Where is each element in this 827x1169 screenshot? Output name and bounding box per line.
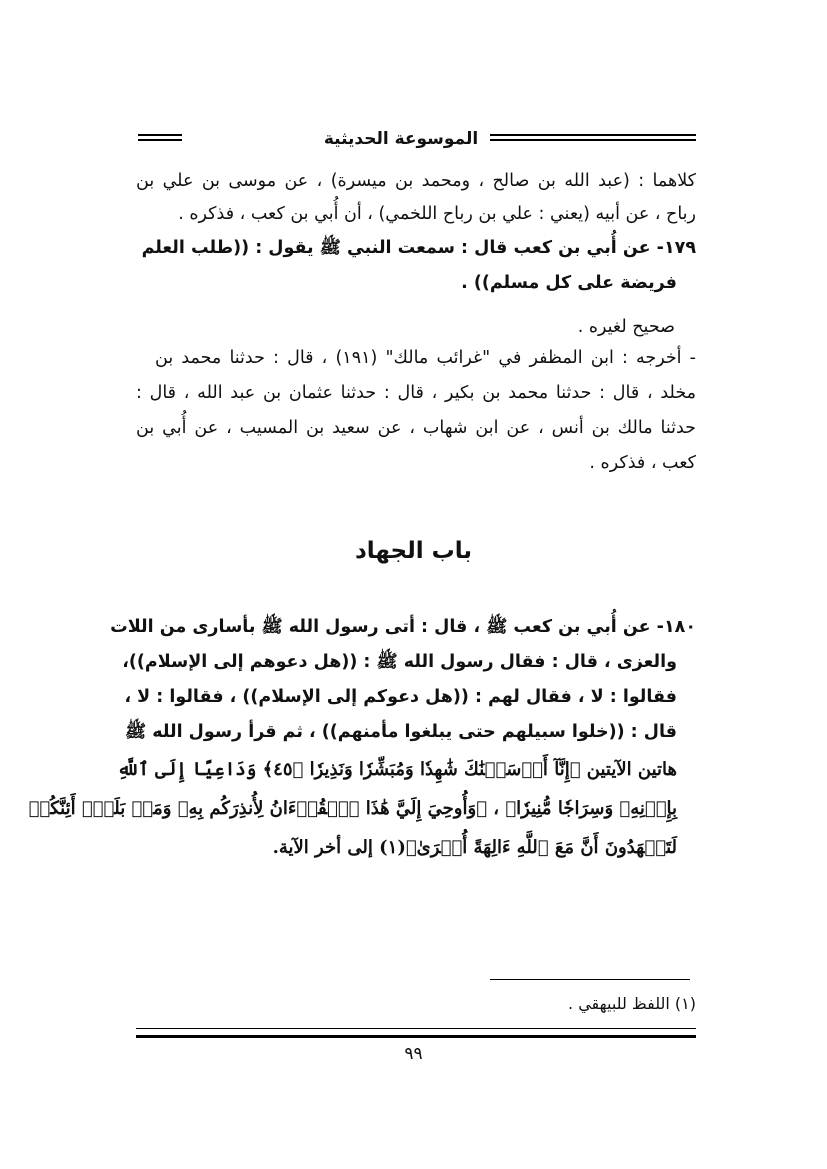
header-title: الموسوعة الحديثية: [323, 129, 479, 149]
hadith-180-verse-line: بِإِذۡنِهِۦ وَسِرَاجٗا مُّنِيرٗا﴾ ، ﴿وَأُوحِيَ إِلَيَّ هَٰذَا ٱلۡقُرۡءَانُ لِأُنذِرَكُم بِهِۦ وَمَنۢ بَلَغَۚ أَئِنَّكُمۡ: [28, 798, 677, 819]
page-number: ٩٩: [404, 1044, 423, 1064]
hadith-180-line: ١٨٠- عن أُبي بن كعب ﷺ ، قال : أتى رسول الله ﷺ بأسارى من اللات: [110, 617, 696, 637]
hadith-180-line: فقالوا : لا ، فقال لهم : ((هل دعوكم إلى الإسلام)) ، فقالوا : لا ،: [124, 687, 677, 707]
hadith-180-verse-line: هاتين الآيتين ﴿إِنَّآ أَرۡسَلۡنَٰكَ شَٰهِدٗا وَمُبَشِّرٗا وَنَذِيرٗا ﴿٤٥﴾ وَدَاعِيًا إِلَى ٱللَّهِ: [117, 759, 677, 780]
takhrij-line: مخلد ، قال : حدثنا محمد بن بكير ، قال : حدثنا عثمان بن عبد الله ، قال :: [136, 383, 696, 403]
hadith-179-line: فريضة على كل مسلم)) .: [461, 273, 677, 293]
footnote: (١) اللفظ للبيهقي .: [568, 994, 696, 1013]
takhrij-line: - أخرجه : ابن المظفر في "غرائب مالك" (١٩١) ، قال : حدثنا محمد بن: [155, 348, 696, 368]
text-line: كلاهما : (عبد الله بن صالح ، ومحمد بن ميسرة) ، عن موسى بن علي بن: [136, 171, 696, 191]
hadith-180-line: والعزى ، قال : فقال رسول الله ﷺ : ((هل دعوهم إلى الإسلام))،: [122, 652, 677, 672]
text-line: رباح ، عن أبيه (يعني : علي بن رباح اللخمي) ، أن أُبي بن كعب ، فذكره .: [178, 204, 696, 224]
hadith-179-line: ١٧٩- عن أُبي بن كعب قال : سمعت النبي ﷺ يقول : ((طلب العلم: [141, 238, 696, 258]
hadith-180-verse-line: لَتَشۡهَدُونَ أَنَّ مَعَ ٱللَّهِ ءَالِهَةً أُخۡرَىٰ﴾(١) إلى أخر الآية.: [272, 837, 677, 858]
running-header: [138, 128, 696, 150]
hadith-180-line: قال : ((خلوا سبيلهم حتى يبلغوا مأمنهم)) ، ثم قرأ رسول الله ﷺ: [125, 722, 677, 742]
takhrij-line: حدثنا مالك بن أنس ، عن ابن شهاب ، عن سعيد بن المسيب ، عن أُبي بن: [136, 418, 696, 438]
header-rule-left: [138, 134, 182, 141]
takhrij-line: كعب ، فذكره .: [589, 453, 696, 473]
footer-rule: [136, 1028, 696, 1038]
footnote-separator: [490, 979, 690, 980]
section-heading: باب الجهاد: [354, 538, 473, 564]
header-rule-right: [490, 134, 696, 141]
hadith-grade: صحيح لغيره .: [577, 317, 675, 337]
